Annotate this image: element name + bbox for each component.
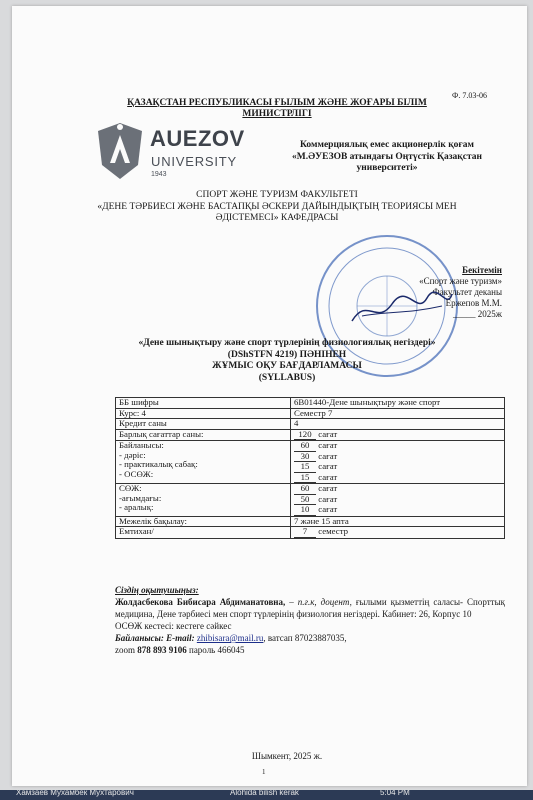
zoom-id: 878 893 9106 — [137, 645, 187, 655]
contacts-label: Байланысы: E-mail: — [115, 633, 195, 643]
taskbar-notification[interactable]: Alohida bilish kerak — [230, 790, 299, 797]
table-row — [116, 419, 505, 430]
hours-unit: сағат — [318, 461, 338, 471]
cell-line: - практикалық сабақ: — [119, 459, 198, 469]
logo-university: UNIVERSITY — [151, 154, 238, 169]
cell-line — [294, 473, 501, 484]
hours-unit: сағат — [318, 428, 338, 439]
hours-unit: сағат — [318, 493, 338, 504]
table-row — [116, 408, 505, 419]
cell-line: - аралық: — [119, 502, 154, 512]
hours-unit: сағат — [318, 471, 338, 482]
faculty-name: СПОРТ ЖӘНЕ ТУРИЗМ ФАКУЛЬТЕТІ — [196, 190, 358, 200]
table-cell: Барлық сағаттар саны: — [116, 429, 291, 441]
table-cell — [291, 441, 505, 484]
approval-faculty: «Спорт және туризм» — [419, 276, 502, 286]
hours-unit: сағат — [318, 440, 338, 450]
hours-value: 30 — [294, 452, 316, 463]
logo-word: AUEZOV — [150, 126, 245, 151]
hours-unit: сағат — [318, 483, 338, 493]
syllabus-table — [115, 397, 505, 539]
exam-semester-value: 7 — [294, 527, 316, 538]
signature — [347, 286, 457, 331]
table-cell — [116, 441, 291, 484]
hours-unit: сағат — [318, 450, 338, 461]
org-line-1: Коммерциялық емес акционерлік қоғам — [300, 140, 474, 150]
table-cell — [291, 527, 505, 539]
table-cell: 7 және 15 апта — [291, 516, 505, 527]
table-cell: Емтихан/ — [116, 527, 291, 539]
table-row — [116, 398, 505, 409]
hours-value: 15 — [294, 473, 316, 484]
cell-line: -ағымдағы: — [119, 492, 162, 503]
table-cell: 4 — [291, 419, 505, 430]
table-row — [116, 441, 505, 484]
table-row — [116, 429, 505, 441]
taskbar — [0, 790, 533, 800]
cell-line — [294, 505, 501, 516]
table-cell: Курс: 4 — [116, 408, 291, 419]
approval-date: _____ 2025ж — [453, 309, 502, 319]
hours-value: 10 — [294, 505, 316, 516]
hours-unit: сағат — [318, 504, 338, 514]
ministry-name: ҚАЗАҚСТАН РЕСПУБЛИКАСЫ ҒЫЛЫМ ЖӘНЕ ЖОҒАРЫ БІЛІМ МИНИСТРЛІГІ — [127, 98, 427, 119]
approval-dean: Ержепов М.М. — [445, 298, 502, 308]
course-title: «Дене шынықтыру және спорт түрлерінің физиологиялық негіздері» — [138, 338, 436, 348]
phone-number: , ватсап 87023887035, — [263, 633, 347, 643]
cell-line: Байланысы: — [119, 440, 164, 450]
teacher-position: ғылыми қызметтің саласы- Спорттық медицина, Дене тәрбиесі мен спорт түрлерінің физиология негіздері. Кабинет: 26, Корпус 10 — [115, 597, 505, 619]
teacher-heading: Сіздің оқытушыңыз: — [115, 585, 199, 595]
exam-unit: семестр — [318, 526, 349, 536]
email-link[interactable]: zhibisara@mail.ru — [196, 633, 264, 643]
cell-line: - дәріс: — [119, 449, 146, 460]
faculty-block — [92, 190, 462, 225]
table-cell: Семестр 7 — [291, 408, 505, 419]
document-title — [112, 338, 462, 384]
cell-line: СӨЖ: — [119, 483, 142, 493]
department-name: «ДЕНЕ ТӘРБИЕСІ ЖӘНЕ БАСТАПҚЫ ӘСКЕРИ ДАЙЫНДЫҚТЫҢ ТЕОРИЯСЫ МЕН ӘДІСТЕМЕСІ» КАФЕДРАСЫ — [97, 201, 457, 223]
contacts-line — [115, 632, 505, 644]
hours-value: 60 — [294, 484, 316, 495]
table-cell: ББ шифры — [116, 398, 291, 409]
approval-position: Факультет деканы — [432, 287, 502, 297]
table-row — [116, 484, 505, 517]
table-cell: Кредит саны — [116, 419, 291, 430]
form-code: Ф. 7.03-06 — [452, 91, 487, 100]
cell-line: - ОСӨЖ: — [119, 468, 154, 479]
city-year: Шымкент, 2025 ж. — [251, 751, 323, 761]
table-cell — [116, 484, 291, 517]
zoom-password: пароль 466045 — [189, 645, 245, 655]
hours-value: 120 — [294, 430, 316, 441]
table-cell: Межелік бақылау: — [116, 516, 291, 527]
zoom-line — [115, 644, 505, 656]
teacher-name: Жолдасбекова Бибисара Абдиманатовна, — [115, 597, 286, 607]
org-line-2: «М.ӘУЕЗОВ атындағы Оңтүстік Қазақстан университеті» — [292, 151, 482, 173]
table-cell — [291, 429, 505, 441]
taskbar-user[interactable]: Хамзаев Мухамбек Мухтарович — [16, 790, 134, 797]
table-row — [116, 527, 505, 539]
table-cell: 6В01440-Дене шынықтыру және спорт — [291, 398, 505, 409]
teacher-info — [115, 584, 505, 656]
course-code: (DShSTFN 4219) ПӘНІНЕН — [227, 349, 347, 360]
hours-value: 50 — [294, 495, 316, 506]
taskbar-clock: 5:04 PM — [380, 790, 410, 797]
page-number: 1 — [262, 768, 266, 776]
hours-value: 15 — [294, 462, 316, 473]
program-title: ЖҰМЫС ОҚУ БАҒДАРЛАМАСЫ — [212, 361, 362, 371]
table-row — [116, 516, 505, 527]
organization-name — [272, 140, 502, 175]
approval-heading: Бекітемін — [462, 265, 502, 275]
consultation-schedule: ОСӨЖ кестесі: кестеге сәйкес — [115, 621, 232, 631]
syllabus-label: (SYLLABUS) — [258, 372, 316, 383]
logo-year: 1943 — [151, 171, 167, 178]
document-page — [12, 6, 527, 786]
teacher-degree: – п.ғ.к, доцент, — [289, 597, 352, 607]
hours-value: 60 — [294, 441, 316, 452]
teacher-details — [115, 596, 505, 620]
zoom-label: zoom — [115, 645, 135, 655]
table-cell — [291, 484, 505, 517]
